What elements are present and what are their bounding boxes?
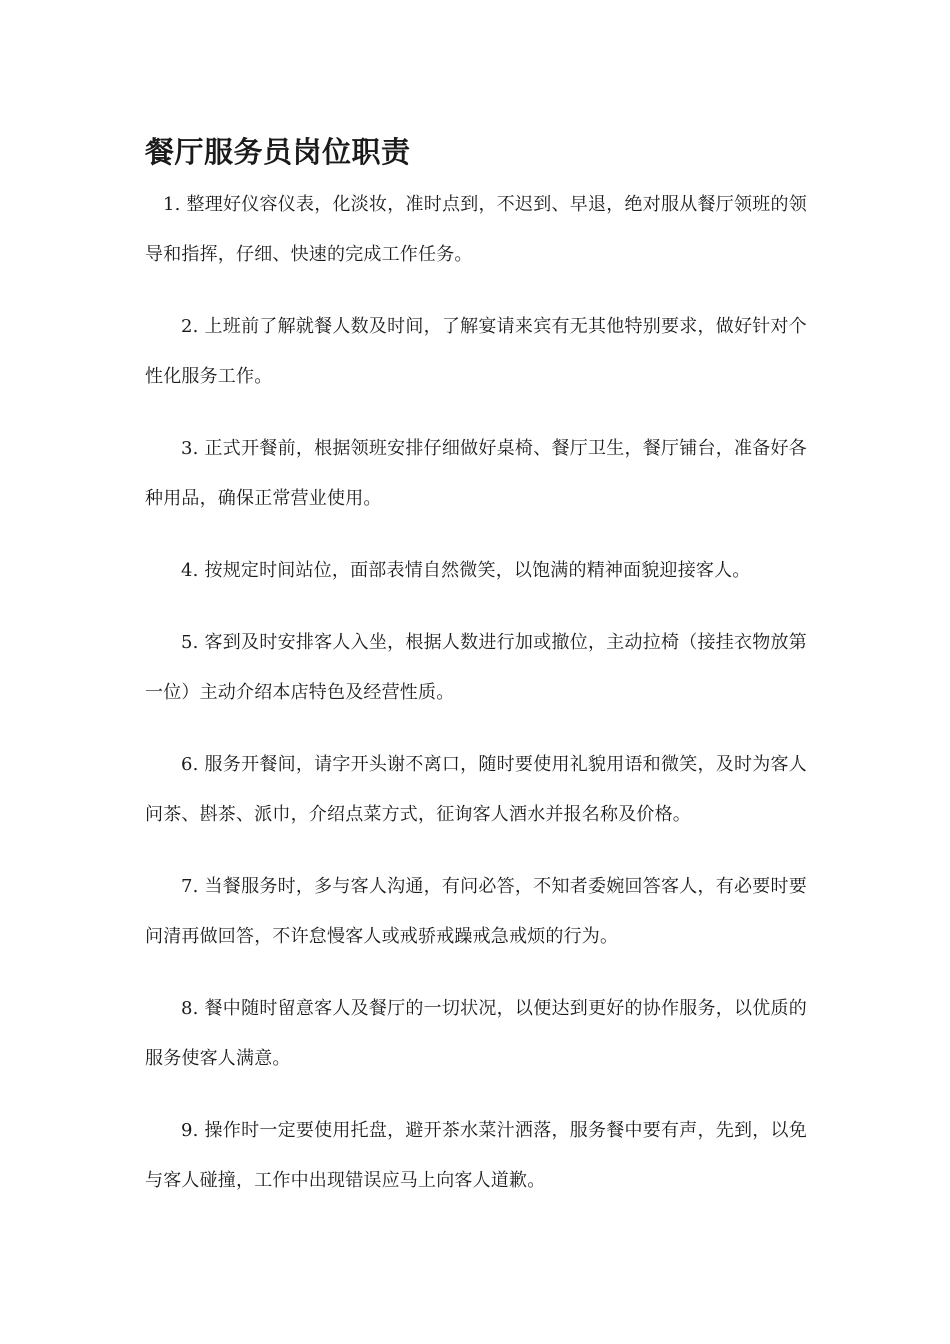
duty-item-2: 2. 上班前了解就餐人数及时间，了解宴请来宾有无其他特别要求，做好针对个性化服务工作。 — [145, 316, 807, 387]
duty-item-1: 1. 整理好仪容仪表，化淡妆，准时点到，不迟到、早退，绝对服从餐厅领班的领导和指挥，仔细、快速的完成工作任务。 — [145, 194, 807, 265]
duty-item-6: 6. 服务开餐间，请字开头谢不离口，随时要使用礼貌用语和微笑，及时为客人问茶、斟茶、派巾，介绍点菜方式，征询客人酒水并报名称及价格。 — [145, 754, 807, 825]
duty-list — [145, 180, 807, 1228]
duty-item-4: 4. 按规定时间站位，面部表情自然微笑，以饱满的精神面貌迎接客人。 — [181, 560, 751, 581]
duty-item-5: 5. 客到及时安排客人入坐，根据人数进行加或撤位，主动拉椅（接挂衣物放第一位）主动介绍本店特色及经营性质。 — [145, 632, 807, 703]
page-title: 餐厅服务员岗位职责 — [145, 135, 411, 169]
duty-item-8: 8. 餐中随时留意客人及餐厅的一切状况，以便达到更好的协作服务，以优质的服务使客人满意。 — [145, 998, 807, 1069]
duty-item-9: 9. 操作时一定要使用托盘，避开茶水菜汁洒落，服务餐中要有声，先到，以免与客人碰撞，工作中出现错误应马上向客人道歉。 — [145, 1120, 807, 1191]
duty-item-3: 3. 正式开餐前，根据领班安排仔细做好桌椅、餐厅卫生，餐厅铺台，准备好各种用品，确保正常营业使用。 — [145, 438, 807, 509]
duty-item-7: 7. 当餐服务时，多与客人沟通，有问必答，不知者委婉回答客人，有必要时要问清再做回答，不许怠慢客人或戒骄戒躁戒急戒烦的行为。 — [145, 876, 807, 947]
